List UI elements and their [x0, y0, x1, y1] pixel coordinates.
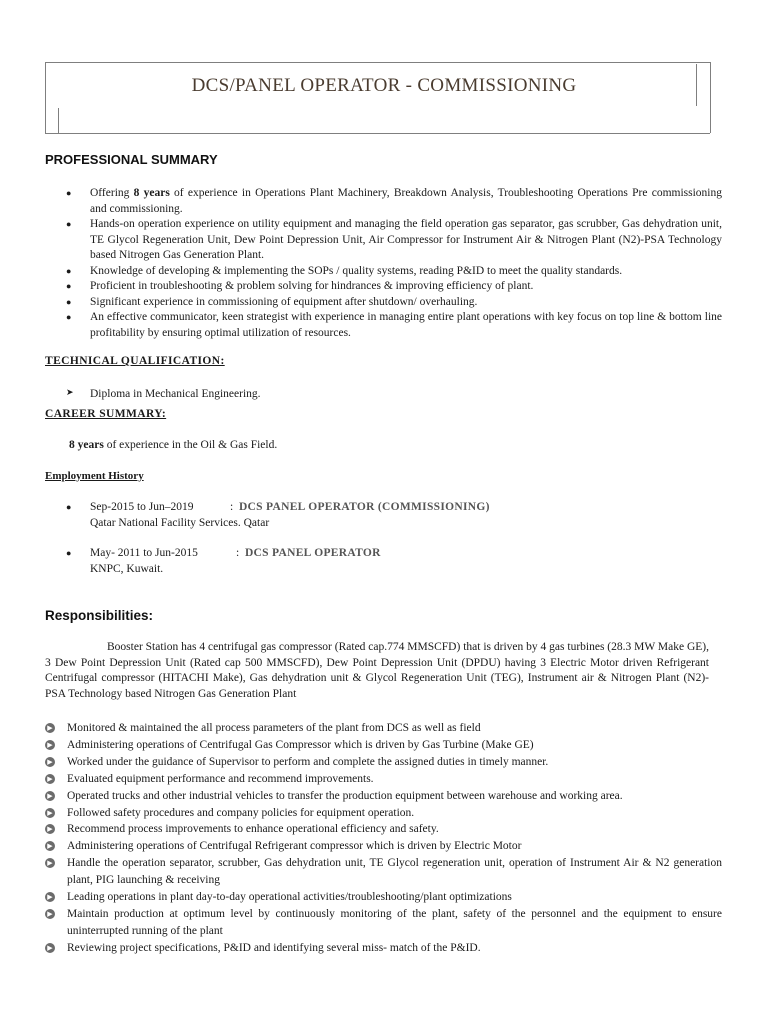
summary-item: ● Offering 8 years of experience in Operations Plant Machinery, Breakdown Analysis, Troubleshooting Operations Pre commissioning and commissioning. [66, 187, 722, 215]
summary-item: ● Hands-on operation experience on utility equipment and managing the field operation gas separator, gas scrubber, Gas dehydration unit, TE Glycol Regeneration Unit, Dew Point Depression Unit, Air Compressor for Instrument Air & Nitrogen Plant (N2)-PSA Technology based Nitrogen Gas Generation Plant. [66, 218, 722, 261]
arrow-icon: ➤ [66, 387, 74, 397]
bullet-icon: ● [66, 502, 72, 512]
title-frame [45, 62, 711, 133]
career-summary-heading: CAREER SUMMARY: [45, 408, 167, 420]
responsibility-item: ▶ Administering operations of Centrifugal Refrigerant compressor which is driven by Electric Motor [45, 838, 722, 855]
responsibility-item: ▶ Administering operations of Centrifugal Gas Compressor which is driven by Gas Turbine (Make GE) [45, 737, 722, 754]
circle-arrow-icon: ▶ [45, 909, 55, 919]
responsibility-item: ▶ Operated trucks and other industrial vehicles to transfer the production equipment between warehouse and working area. [45, 788, 722, 805]
bullet-icon: ● [66, 296, 72, 307]
responsibility-item: ▶ Reviewing project specifications, P&ID and identifying several miss- match of the P&ID. [45, 940, 722, 957]
summary-item: ● Knowledge of developing & implementing the SOPs / quality systems, reading P&ID to meet the quality standards. [66, 264, 722, 280]
responsibilities-list [45, 720, 722, 957]
responsibility-item: ▶ Evaluated equipment performance and recommend improvements. [45, 771, 722, 788]
employment-history-heading: Employment History [45, 470, 144, 482]
circle-arrow-icon: ▶ [45, 892, 55, 902]
career-summary-text: 8 years of experience in the Oil & Gas Field. [69, 439, 278, 451]
job-entry: ● May- 2011 to Jun-2015 : DCS PANEL OPERATOR KNPC, Kuwait. [66, 547, 381, 575]
responsibilities-paragraph: Booster Station has 4 centrifugal gas compressor (Rated cap.774 MMSCFD) that is driven by 4 gas turbines (28.3 MW Make GE), 3 Dew Point Depression Unit (Rated cap 500 MMSCFD), Dew Point Depression Unit (DPDU) having 3 Electric Motor driven Refrigerant Centrifugal compressor (HITACHI Make), Gas dehydration unit & Glycol Regeneration Unit (TEG), Instrument air & Nitrogen Plant (N2)-PSA Technology based Nitrogen Gas Generation Plant [45, 641, 709, 700]
responsibility-item: ▶ Followed safety procedures and company policies for equipment operation. [45, 805, 722, 822]
circle-arrow-icon: ▶ [45, 841, 55, 851]
responsibility-item: ▶ Recommend process improvements to enhance operational efficiency and safety. [45, 821, 722, 838]
bullet-icon: ● [66, 312, 72, 322]
technical-item: ➤ Diploma in Mechanical Engineering. [66, 387, 261, 400]
job-entry: ● Sep-2015 to Jun–2019 : DCS PANEL OPERATOR (COMMISSIONING) Qatar National Facility Services. Qatar [66, 501, 490, 529]
bullet-icon: ● [66, 219, 72, 229]
circle-arrow-icon: ▶ [45, 824, 55, 834]
circle-arrow-icon: ▶ [45, 943, 55, 953]
summary-item: ● Proficient in troubleshooting & problem solving for hindrances & improving efficiency of plant. [66, 279, 722, 295]
responsibility-item: ▶ Monitored & maintained the all process parameters of the plant from DCS as well as field [45, 720, 722, 737]
bullet-icon: ● [66, 548, 72, 558]
summary-item: ● Significant experience in commissioning of equipment after shutdown/ overhauling. [66, 295, 722, 311]
bullet-icon: ● [66, 265, 72, 276]
responsibility-item: ▶ Handle the operation separator, scrubber, Gas dehydration unit, TE Glycol regeneration unit, operation of Instrument Air & N2 generation plant, PIG launching & receiving [45, 855, 722, 889]
responsibility-item: ▶ Leading operations in plant day-to-day operational activities/troubleshooting/plant optimizations [45, 889, 722, 906]
bullet-icon: ● [66, 281, 72, 291]
responsibilities-heading: Responsibilities: [45, 608, 154, 623]
responsibility-item: ▶ Maintain production at optimum level by continuously monitoring of the plant, safety of the personnel and the equipment to ensure uninterrupted running of the plant [45, 906, 722, 940]
circle-arrow-icon: ▶ [45, 757, 55, 767]
circle-arrow-icon: ▶ [45, 740, 55, 750]
professional-summary-list [66, 186, 722, 341]
circle-arrow-icon: ▶ [45, 774, 55, 784]
frame-line [45, 133, 710, 134]
circle-arrow-icon: ▶ [45, 723, 55, 733]
circle-arrow-icon: ▶ [45, 808, 55, 818]
technical-qualification-heading: TECHNICAL QUALIFICATION: [45, 355, 225, 367]
circle-arrow-icon: ▶ [45, 791, 55, 801]
summary-item: ● An effective communicator, keen strategist with experience in managing entire plant operations with key focus on top line & bottom line profitability by ensuring optimal utilization of resources. [66, 311, 722, 339]
frame-line [58, 108, 59, 134]
circle-arrow-icon: ▶ [45, 858, 55, 868]
bullet-icon: ● [66, 188, 72, 198]
document-title: DCS/PANEL OPERATOR - COMMISSIONING [191, 75, 577, 96]
professional-summary-heading: PROFESSIONAL SUMMARY [45, 152, 218, 167]
responsibility-item: ▶ Worked under the guidance of Supervisor to perform and complete the assigned duties in timely manner. [45, 754, 722, 771]
